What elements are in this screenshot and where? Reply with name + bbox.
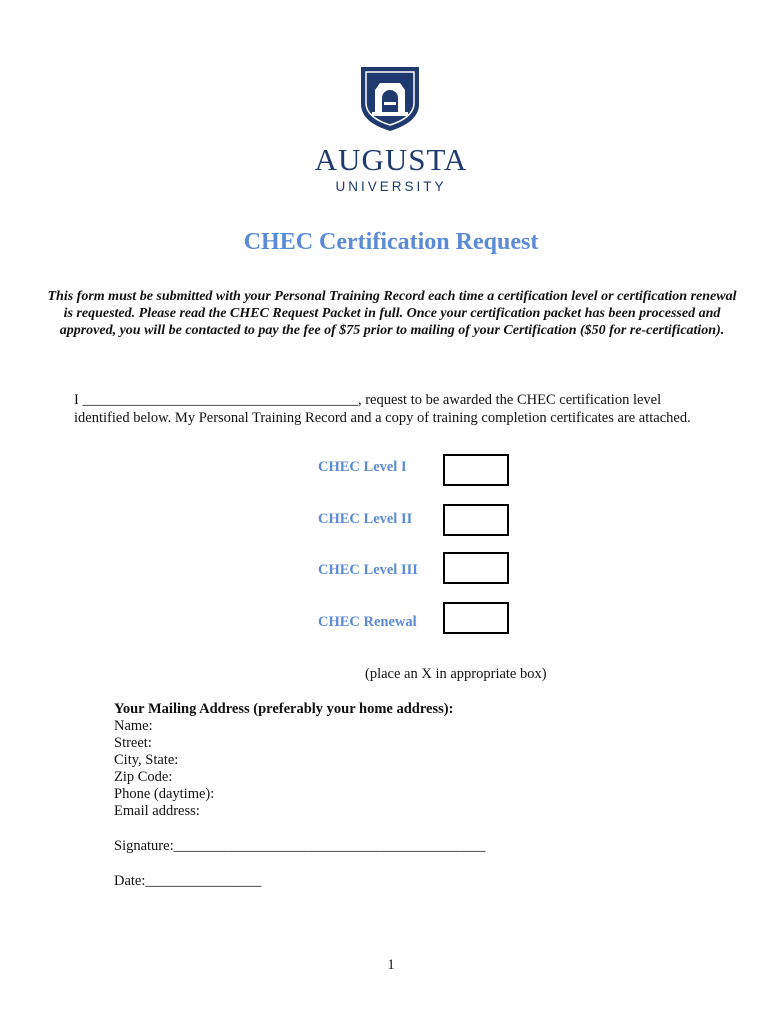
signature-field[interactable]: Signature:___________________________________________	[114, 838, 486, 854]
email-field[interactable]: Email address:	[114, 803, 200, 819]
street-field[interactable]: Street:	[114, 735, 152, 751]
shield-icon	[360, 66, 420, 132]
date-field[interactable]: Date:________________	[114, 873, 262, 889]
renewal-checkbox[interactable]	[443, 602, 509, 634]
level-3-label: CHEC Level III	[318, 562, 418, 578]
mailing-heading: Your Mailing Address (preferably your home address):	[114, 701, 454, 717]
brand-name: AUGUSTA	[314, 142, 468, 177]
phone-field[interactable]: Phone (daytime):	[114, 786, 215, 802]
brand-subtitle: UNIVERSITY	[335, 179, 447, 194]
request-line-1: I ______________________________________, request to be awarded the CHEC certification level	[74, 392, 662, 408]
level-2-checkbox[interactable]	[443, 504, 509, 536]
request-line-2: identified below. My Personal Training Record and a copy of training completion certificates are attached.	[74, 410, 691, 426]
name-field[interactable]: Name:	[114, 718, 153, 734]
level-1-checkbox[interactable]	[443, 454, 509, 486]
city-state-field[interactable]: City, State:	[114, 752, 179, 768]
intro-paragraph: This form must be submitted with your Personal Training Record each time a certification level or certification renewal is requested. Please read the CHEC Request Packet in full. Once your certification packet has been processed and approved, you will be contacted to pay the fee of $75 prior to mailing of your Certification ($50 for re-certification).	[47, 289, 737, 338]
page-title: CHEC Certification Request	[243, 229, 539, 255]
mailing-address-section	[114, 701, 453, 820]
request-statement	[74, 391, 734, 427]
level-2-label: CHEC Level II	[318, 511, 413, 527]
renewal-label: CHEC Renewal	[318, 614, 417, 630]
level-3-checkbox[interactable]	[443, 552, 509, 584]
level-1-label: CHEC Level I	[318, 459, 407, 475]
zip-field[interactable]: Zip Code:	[114, 769, 173, 785]
checkbox-hint: (place an X in appropriate box)	[365, 666, 547, 682]
page-number: 1	[387, 957, 395, 973]
